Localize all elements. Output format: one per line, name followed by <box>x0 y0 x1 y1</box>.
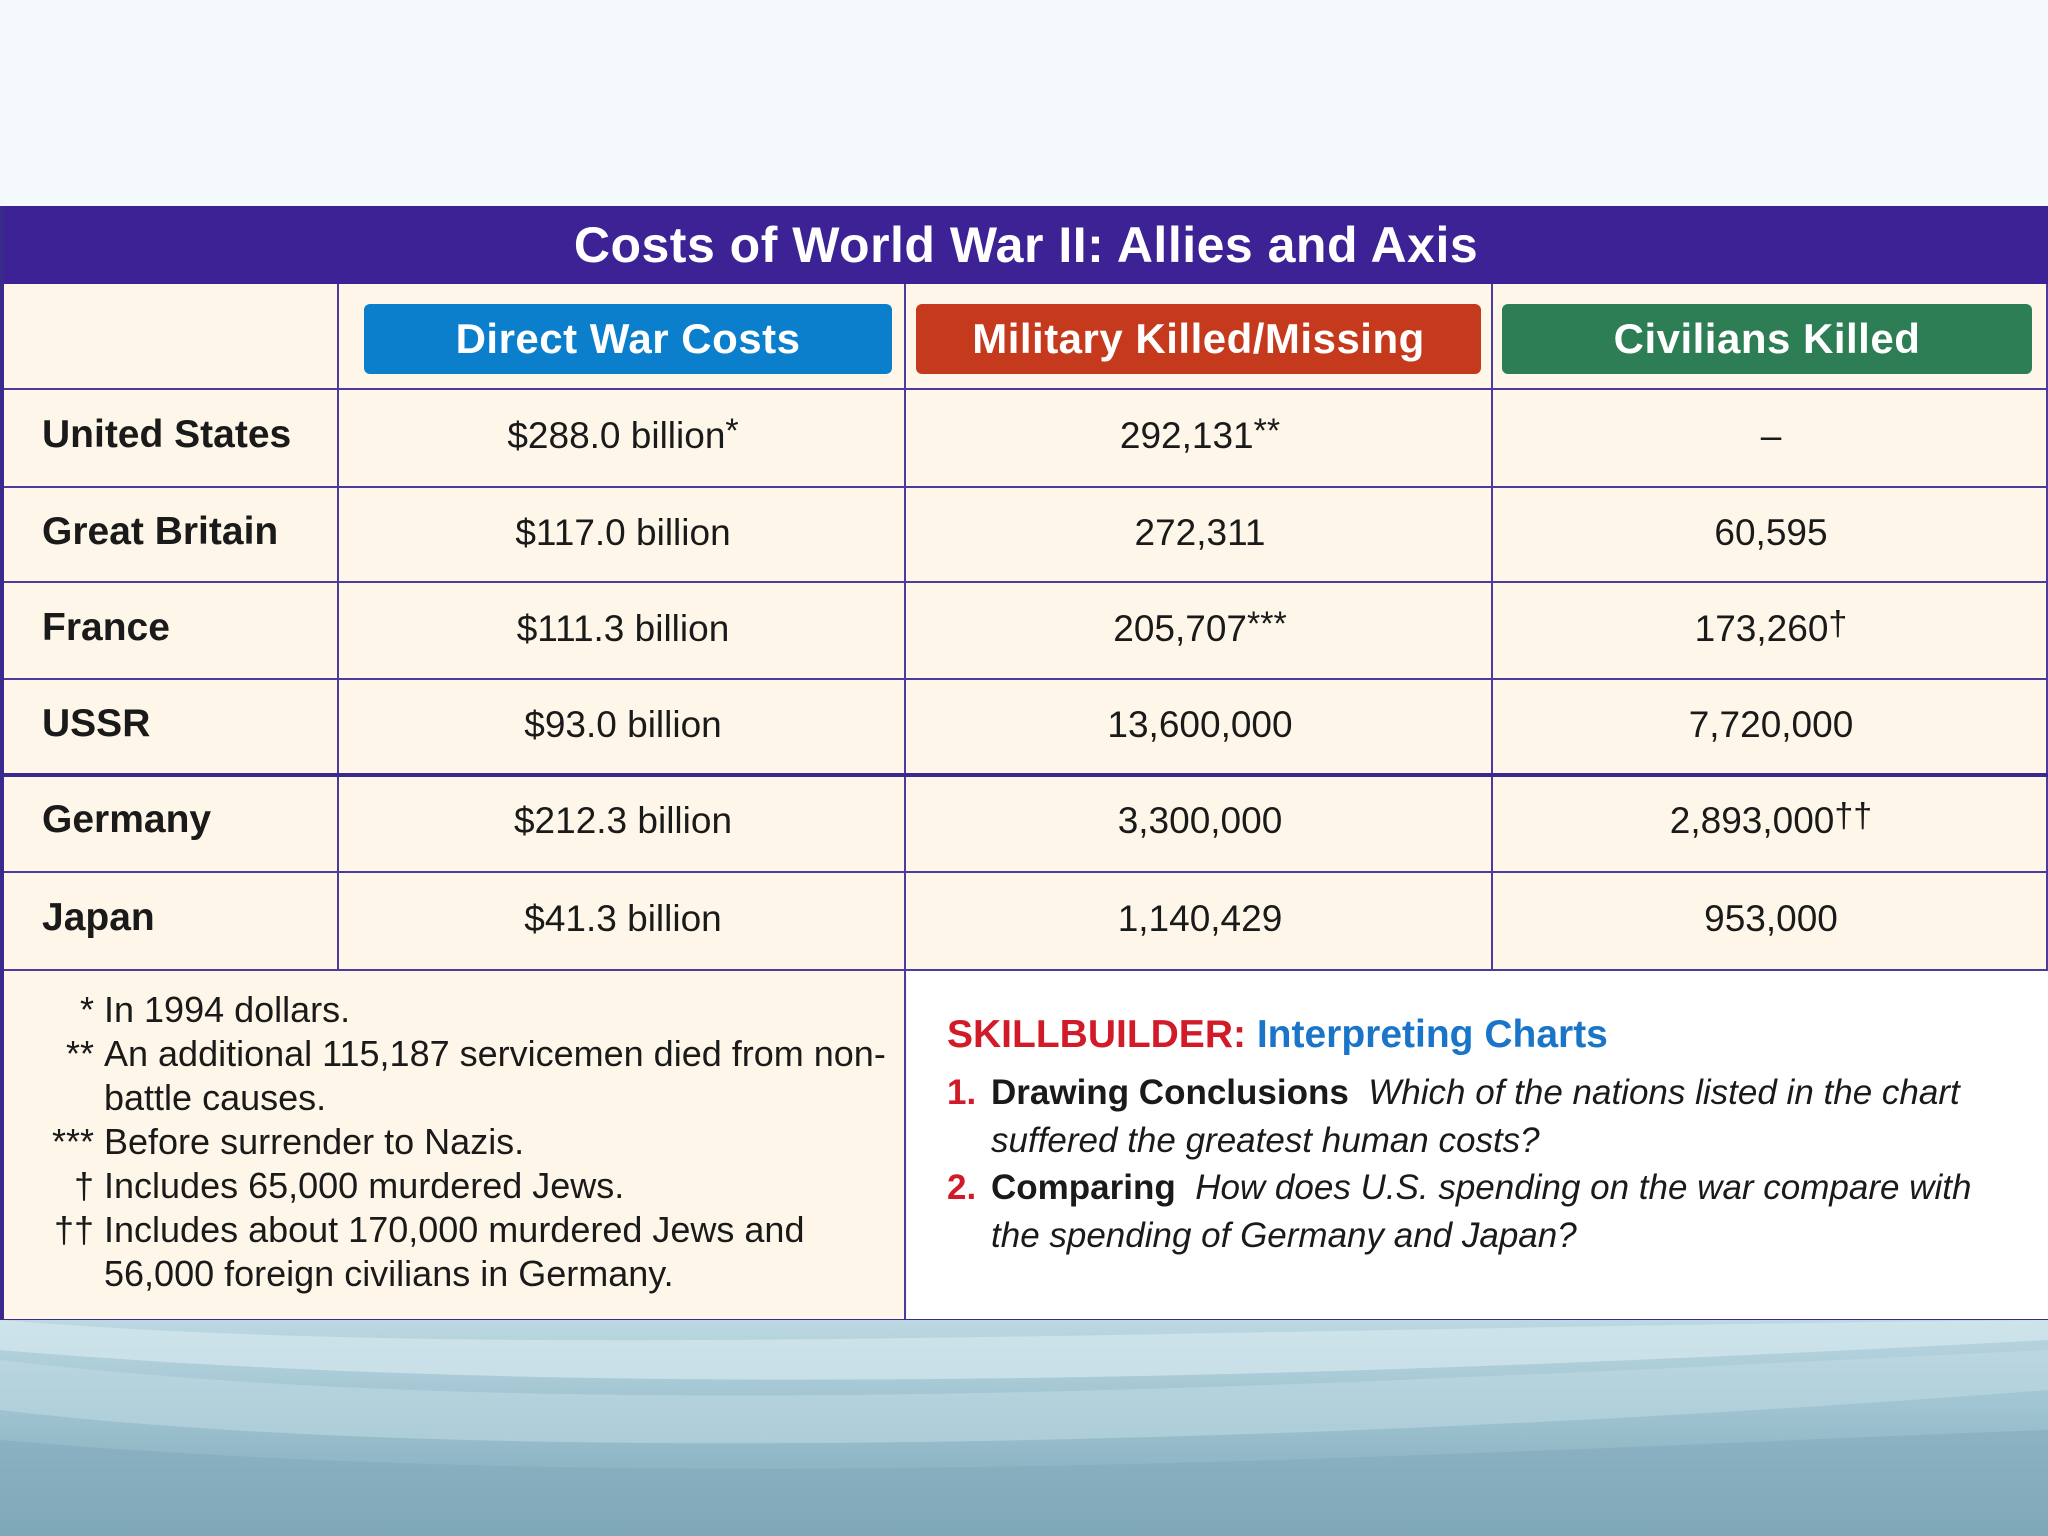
military-killed-cell <box>908 898 1492 940</box>
row-divider <box>4 678 2048 680</box>
footnote-mark: *** <box>51 1121 94 1162</box>
row-divider <box>4 581 2048 583</box>
footnote-reference: † <box>1828 605 1848 643</box>
cell-value: – <box>1760 415 1782 456</box>
slide-top-background <box>0 0 2048 208</box>
row-divider <box>4 388 2048 390</box>
direct-costs-cell <box>340 608 906 650</box>
military-killed-cell <box>908 412 1492 457</box>
footnote <box>40 1208 900 1296</box>
row-label: Germany <box>42 798 212 841</box>
footnote-reference: ** <box>1253 412 1281 450</box>
cell-value: 3,300,000 <box>1117 800 1283 841</box>
row-label: United States <box>42 413 292 456</box>
war-costs-table <box>0 206 2048 1322</box>
military-killed-cell <box>908 800 1492 842</box>
direct-costs-cell <box>340 512 906 554</box>
cell-value: 292,131 <box>1119 415 1254 456</box>
footnote-mark: †† <box>53 1209 94 1250</box>
footnote <box>40 1032 900 1120</box>
header-civilians-killed: Civilians Killed <box>1502 304 2032 374</box>
cell-value: 272,311 <box>1134 512 1266 553</box>
footnote <box>40 988 900 1032</box>
footnote-text: An additional 115,187 servicemen died from non-battle causes. <box>104 1033 886 1118</box>
row-label: France <box>42 606 170 649</box>
question-number: 2. <box>947 1168 977 1207</box>
footnote-reference: †† <box>1834 797 1873 835</box>
header-direct-war-costs: Direct War Costs <box>364 304 892 374</box>
slide-bottom-background <box>0 1320 2048 1536</box>
cell-value: $288.0 billion <box>507 415 726 456</box>
footnote-text: Includes 65,000 murdered Jews. <box>104 1165 625 1206</box>
footnote-reference: * <box>725 412 739 450</box>
footnote-text: Before surrender to Nazis. <box>104 1121 525 1162</box>
skillbuilder-question <box>947 1069 2027 1165</box>
footnote-text: In 1994 dollars. <box>104 989 351 1030</box>
civilians-killed-cell <box>1494 898 2048 940</box>
cell-value: 173,260 <box>1694 608 1829 649</box>
cell-value: $117.0 billion <box>515 512 731 553</box>
question-lead: Comparing <box>991 1168 1176 1207</box>
footnote <box>40 1120 900 1164</box>
cell-value: 13,600,000 <box>1107 704 1293 745</box>
civilians-killed-cell <box>1494 704 2048 746</box>
row-label: Great Britain <box>42 510 279 553</box>
skillbuilder-title <box>947 1013 1608 1057</box>
table-title: Costs of World War II: Allies and Axis <box>4 206 2048 284</box>
footnote <box>40 1164 900 1208</box>
direct-costs-cell <box>340 898 906 940</box>
wave-decoration <box>0 1320 2048 1536</box>
cell-value: 2,893,000 <box>1669 800 1835 841</box>
skillbuilder-label: SKILLBUILDER: <box>947 1013 1246 1056</box>
footnote-mark: ** <box>65 1033 94 1074</box>
direct-costs-cell <box>340 704 906 746</box>
row-divider <box>4 871 2048 873</box>
row-label: Japan <box>42 896 155 939</box>
cell-value: $93.0 billion <box>524 704 722 745</box>
cell-value: $111.3 billion <box>516 608 730 649</box>
civilians-killed-cell <box>1494 512 2048 554</box>
footnote-mark: † <box>73 1165 94 1206</box>
row-label: USSR <box>42 702 151 745</box>
skillbuilder-box <box>907 971 2048 1319</box>
row-divider <box>4 486 2048 488</box>
footnote-mark: * <box>79 989 94 1030</box>
question-number: 1. <box>947 1073 977 1112</box>
skillbuilder-topic: Interpreting Charts <box>1256 1013 1608 1056</box>
cell-value: $212.3 billion <box>513 800 733 841</box>
cell-value: 953,000 <box>1704 898 1838 939</box>
direct-costs-cell <box>340 800 906 842</box>
footnotes <box>40 988 900 1296</box>
civilians-killed-cell <box>1494 415 2048 457</box>
military-killed-cell <box>908 704 1492 746</box>
direct-costs-cell <box>340 412 906 457</box>
header-military-killed: Military Killed/Missing <box>916 304 1481 374</box>
civilians-killed-cell <box>1494 797 2048 842</box>
question-text: How does U.S. spending on the war compare with the spending of Germany and Japan? <box>991 1168 1972 1255</box>
civilians-killed-cell <box>1494 605 2048 650</box>
skillbuilder-question <box>947 1164 2027 1260</box>
footnote-text: Includes about 170,000 murdered Jews and 56,000 foreign civilians in Germany. <box>104 1209 805 1294</box>
footnote-reference: *** <box>1247 605 1287 643</box>
military-killed-cell <box>908 605 1492 650</box>
cell-value: 205,707 <box>1113 608 1248 649</box>
cell-value: 60,595 <box>1714 512 1828 553</box>
cell-value: $41.3 billion <box>524 898 722 939</box>
question-lead: Drawing Conclusions <box>991 1073 1349 1112</box>
cell-value: 1,140,429 <box>1117 898 1283 939</box>
cell-value: 7,720,000 <box>1688 704 1854 745</box>
military-killed-cell <box>908 512 1492 554</box>
allies-axis-divider <box>4 773 2048 777</box>
question-text: Which of the nations listed in the chart suffered the greatest human costs? <box>991 1073 1960 1160</box>
